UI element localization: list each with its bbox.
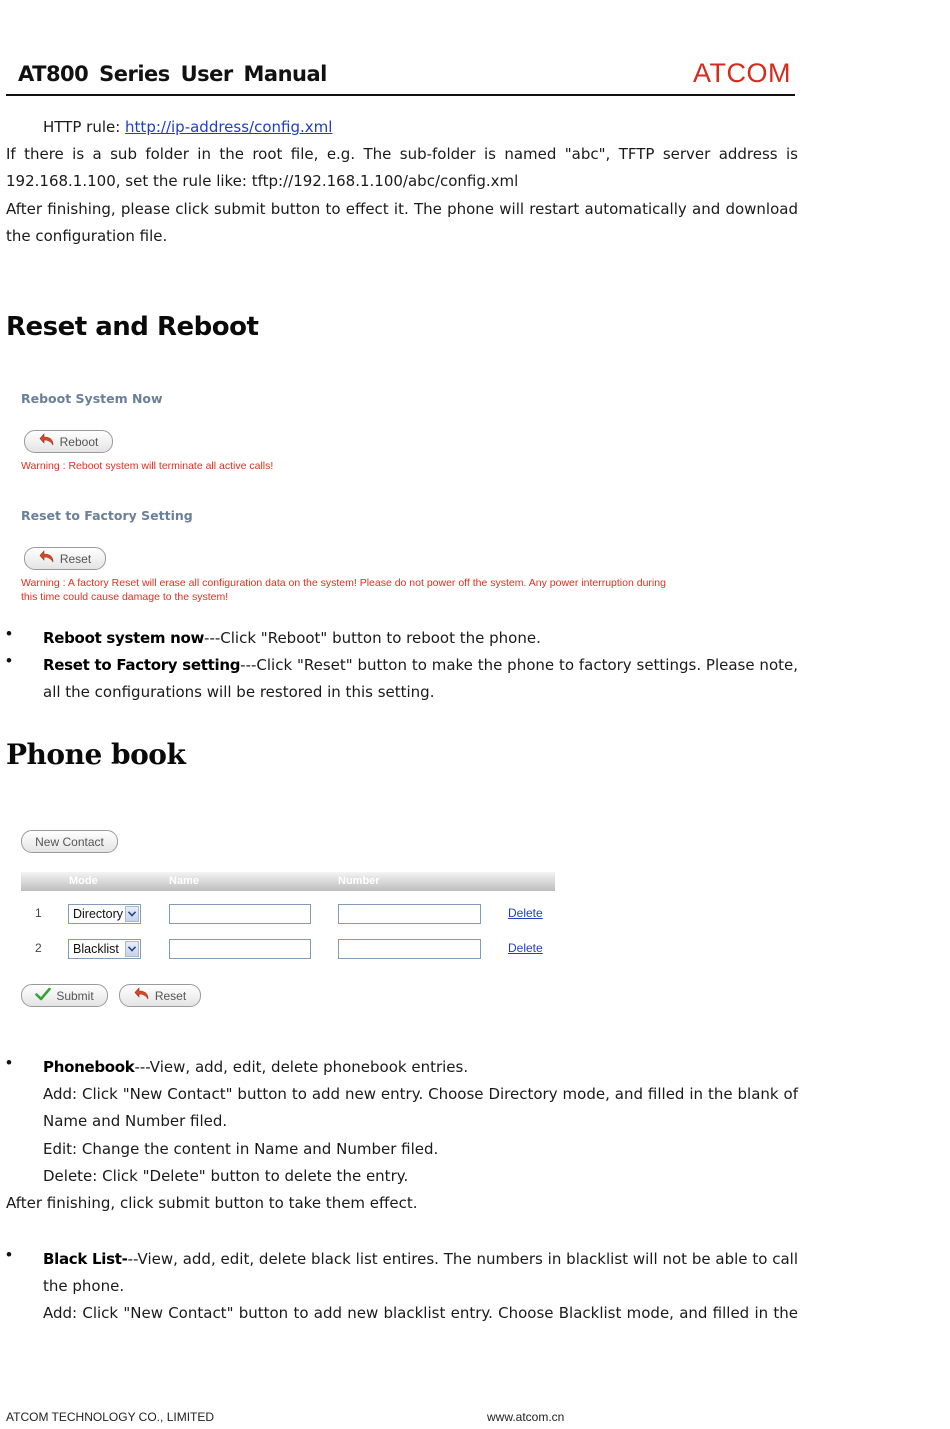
http-rule-label: HTTP rule: [43,118,126,136]
blacklist-bullet-term: Black List- [43,1250,128,1268]
chevron-down-icon [125,941,139,957]
new-contact-button[interactable]: New Contact [21,830,118,853]
footer-website: www.atcom.cn [487,1410,565,1424]
bullet-dot: • [6,624,12,643]
row-index: 1 [35,906,42,920]
bullet-dot: • [6,1053,12,1072]
header-divider [6,94,795,96]
reset-bullet-text: ---Click "Reset" button to make the phone to factory settings. Please note, [240,656,798,674]
phonebook-heading: Phone book [6,738,186,771]
phonebook-bullet [43,1054,468,1081]
mode-select-value: Directory [73,907,124,921]
undo-arrow-icon [134,987,150,1004]
reboot-system-heading: Reboot System Now [21,391,163,406]
reset-reboot-heading: Reset and Reboot [6,312,259,342]
reset-bullet-term: Reset to Factory setting [43,656,241,674]
row-index: 2 [35,941,42,955]
blacklist-bullet [43,1246,798,1273]
submit-button[interactable] [21,984,108,1007]
phonebook-edit-line: Edit: Change the content in Name and Number filed. [43,1140,439,1158]
phonebook-add-line-1: Add: Click "New Contact" button to add new entry. Choose Directory mode, and filled in the blank of [43,1085,798,1103]
mode-select[interactable] [68,904,141,924]
atcom-logo: ATCOM [693,58,791,88]
column-header-mode: Mode [69,875,98,887]
column-header-number: Number [338,875,380,887]
phonebook-table-header [21,872,555,891]
undo-arrow-icon [39,433,55,450]
intro-line-4: After finishing, please click submit button to effect it. The phone will restart automatically and download [6,200,798,218]
number-input[interactable] [338,939,481,959]
bullet-dot: • [6,651,12,670]
http-rule-link[interactable]: http://ip-address/config.xml [125,118,333,136]
reset-button-label: Reset [154,988,187,1003]
reset-button-label: Reset [59,551,92,566]
reset-bullet-line-2: all the configurations will be restored in this setting. [43,683,435,701]
reboot-bullet-text: ---Click "Reboot" button to reboot the phone. [204,629,541,647]
delete-link[interactable]: Delete [508,941,543,955]
reboot-bullet [43,625,541,652]
chevron-down-icon [125,906,139,922]
mode-select[interactable] [68,939,141,959]
checkmark-icon [35,987,51,1004]
delete-link[interactable]: Delete [508,906,543,920]
column-header-name: Name [169,875,199,887]
name-input[interactable] [169,904,311,924]
reboot-button[interactable] [24,430,113,453]
reboot-warning: Warning : Reboot system will terminate all active calls! [21,460,274,472]
reboot-bullet-term: Reboot system now [43,629,205,647]
bullet-dot: • [6,1245,12,1264]
reset-bullet [43,652,798,679]
factory-setting-heading: Reset to Factory Setting [21,508,193,523]
phonebook-after-line: After finishing, click submit button to take them effect. [6,1194,418,1212]
undo-arrow-icon [39,550,55,567]
blacklist-bullet-text: --View, add, edit, delete black list entires. The numbers in blacklist will not be able to call [127,1250,798,1268]
phonebook-reset-button[interactable] [119,984,201,1007]
blacklist-line-2: the phone. [43,1277,125,1295]
phonebook-add-line-2: Name and Number filed. [43,1112,228,1130]
name-input[interactable] [169,939,311,959]
reboot-button-label: Reboot [59,434,99,449]
factory-reset-button[interactable] [24,547,106,570]
phonebook-delete-line: Delete: Click "Delete" button to delete the entry. [43,1167,409,1185]
manual-title: AT800 Series User Manual [18,62,327,86]
submit-button-label: Submit [56,988,94,1003]
intro-line-2: If there is a sub folder in the root file, e.g. The sub-folder is named "abc", TFTP server address is [6,145,798,163]
http-rule-line [43,114,332,141]
intro-line-5: the configuration file. [6,227,168,245]
phonebook-bullet-text: ---View, add, edit, delete phonebook entries. [134,1058,469,1076]
footer-company: ATCOM TECHNOLOGY CO., LIMITED [6,1410,215,1424]
intro-line-3: 192.168.1.100, set the rule like: tftp://192.168.1.100/abc/config.xml [6,172,519,190]
blacklist-line-3: Add: Click "New Contact" button to add new blacklist entry. Choose Blacklist mode, and filled in the [43,1304,798,1322]
number-input[interactable] [338,904,481,924]
reset-warning-line-2: this time could cause damage to the system! [21,591,229,603]
mode-select-value: Blacklist [73,942,119,956]
reset-warning-line-1: Warning : A factory Reset will erase all configuration data on the system! Please do not power off the system. Any power interruption during [21,577,666,589]
phonebook-bullet-term: Phonebook [43,1058,135,1076]
